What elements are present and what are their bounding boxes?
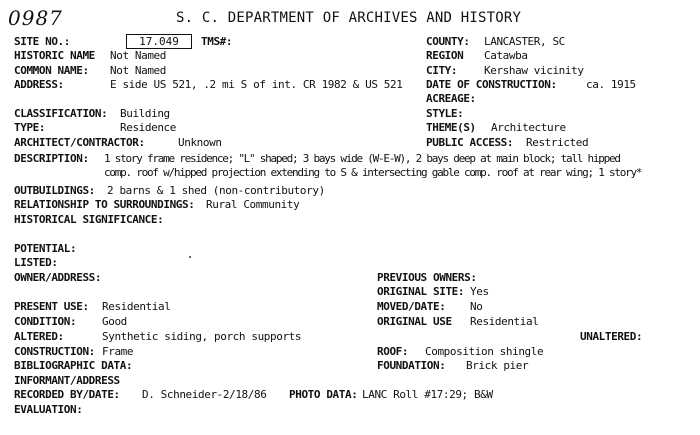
construction-label: CONSTRUCTION: xyxy=(14,345,95,358)
recorded-by-label: RECORDED BY/DATE: xyxy=(14,388,120,401)
themes-label: THEME(S) xyxy=(426,121,476,134)
condition-value: Good xyxy=(102,315,127,328)
unaltered-label: UNALTERED: xyxy=(580,330,643,343)
type-value: Residence xyxy=(120,121,177,134)
architect-value: Unknown xyxy=(178,136,222,149)
county-label: COUNTY: xyxy=(426,35,470,48)
handwritten-number: 0987 xyxy=(8,6,63,30)
architect-label: ARCHITECT/CONTRACTOR: xyxy=(14,136,145,149)
city-label: CITY: xyxy=(426,64,458,77)
previous-owners-label: PREVIOUS OWNERS: xyxy=(377,271,477,284)
address-value: E side US 521, .2 mi S of int. CR 1982 & US 521 xyxy=(110,78,403,91)
construction-value: Frame xyxy=(102,345,134,358)
recorded-by-value: D. Schneider-2/18/86 xyxy=(142,388,267,401)
relationship-value: Rural Community xyxy=(206,198,300,211)
moved-date-value: No xyxy=(470,300,483,313)
common-name-label: COMMON NAME: xyxy=(14,64,89,77)
county-value: LANCASTER, SC xyxy=(484,35,565,48)
original-use-value: Residential xyxy=(470,315,539,328)
public-access-value: Restricted xyxy=(526,136,589,149)
themes-value: Architecture xyxy=(491,121,566,134)
altered-label: ALTERED: xyxy=(14,330,64,343)
description-line-2: comp. roof w/hipped projection extending to S & intersecting gable comp. roof at rear wing; 1 story* xyxy=(104,166,642,179)
type-label: TYPE: xyxy=(14,121,46,134)
present-use-value: Residential xyxy=(102,300,171,313)
outbuildings-label: OUTBUILDINGS: xyxy=(14,184,95,197)
historic-name-value: Not Named xyxy=(110,49,167,62)
classification-label: CLASSIFICATION: xyxy=(14,107,108,120)
outbuildings-value: 2 barns & 1 shed (non-contributory) xyxy=(107,184,325,197)
foundation-value: Brick pier xyxy=(466,359,529,372)
foundation-label: FOUNDATION: xyxy=(377,359,446,372)
stray-mark xyxy=(189,256,191,258)
potential-label: POTENTIAL: xyxy=(14,242,77,255)
owner-address-label: OWNER/ADDRESS: xyxy=(14,271,102,284)
classification-value: Building xyxy=(120,107,170,120)
tms-label: TMS#: xyxy=(201,35,233,48)
construction-date-label: DATE OF CONSTRUCTION: xyxy=(426,78,557,91)
listed-label: LISTED: xyxy=(14,256,58,269)
city-value: Kershaw vicinity xyxy=(484,64,584,77)
photo-data-value: LANC Roll #17:29; B&W xyxy=(362,388,493,401)
original-site-label: ORIGINAL SITE: xyxy=(377,285,465,298)
site-no-value: 17.049 xyxy=(126,34,192,49)
roof-value: Composition shingle xyxy=(425,345,544,358)
style-label: STYLE: xyxy=(426,107,464,120)
present-use-label: PRESENT USE: xyxy=(14,300,89,313)
public-access-label: PUBLIC ACCESS: xyxy=(426,136,514,149)
photo-data-label: PHOTO DATA: xyxy=(289,388,358,401)
address-label: ADDRESS: xyxy=(14,78,64,91)
description-line-1: 1 story frame residence; "L" shaped; 3 bays wide (W-E-W), 2 bays deep at main block; tall hipped xyxy=(104,152,620,165)
construction-date-value: ca. 1915 xyxy=(586,78,636,91)
bibliographic-data-label: BIBLIOGRAPHIC DATA: xyxy=(14,359,133,372)
evaluation-label: EVALUATION: xyxy=(14,403,83,416)
relationship-label: RELATIONSHIP TO SURROUNDINGS: xyxy=(14,198,195,211)
region-label: REGION xyxy=(426,49,464,62)
original-site-value: Yes xyxy=(470,285,489,298)
historic-name-label: HISTORIC NAME xyxy=(14,49,95,62)
site-no-label: SITE NO.: xyxy=(14,35,71,48)
original-use-label: ORIGINAL USE xyxy=(377,315,452,328)
roof-label: ROOF: xyxy=(377,345,409,358)
description-label: DESCRIPTION: xyxy=(14,152,89,165)
acreage-label: ACREAGE: xyxy=(426,92,476,105)
informant-address-label: INFORMANT/ADDRESS xyxy=(14,374,120,387)
page-title: S. C. DEPARTMENT OF ARCHIVES AND HISTORY xyxy=(176,10,522,26)
common-name-value: Not Named xyxy=(110,64,167,77)
condition-label: CONDITION: xyxy=(14,315,77,328)
region-value: Catawba xyxy=(484,49,528,62)
historical-significance-label: HISTORICAL SIGNIFICANCE: xyxy=(14,213,164,226)
moved-date-label: MOVED/DATE: xyxy=(377,300,446,313)
altered-value: Synthetic siding, porch supports xyxy=(102,330,302,343)
